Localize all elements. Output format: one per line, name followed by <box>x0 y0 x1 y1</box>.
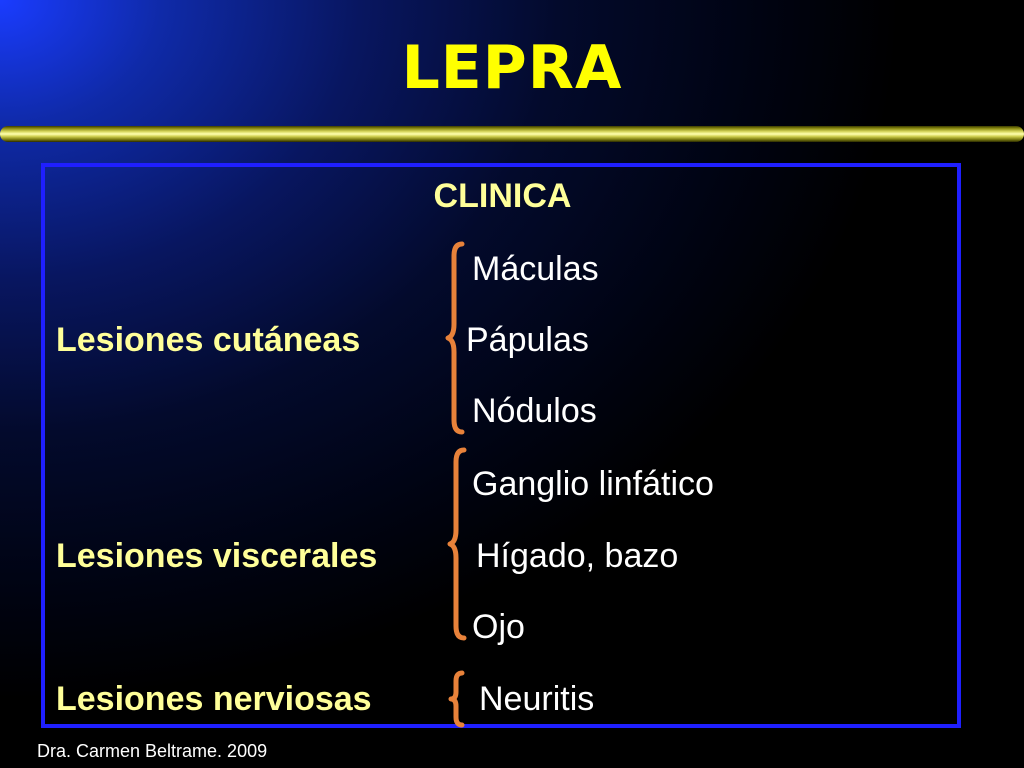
item-papulas: Pápulas <box>466 321 589 359</box>
item-higado-bazo: Hígado, bazo <box>476 537 679 575</box>
item-nodulos: Nódulos <box>472 392 597 430</box>
category-lesiones-viscerales: Lesiones viscerales <box>56 537 378 575</box>
footer-credit: Dra. Carmen Beltrame. 2009 <box>37 741 268 761</box>
brace-nervous <box>446 670 468 728</box>
item-ojo: Ojo <box>472 608 525 646</box>
brace-visceral <box>442 446 472 642</box>
item-neuritis: Neuritis <box>479 680 595 718</box>
slide-title: LEPRA <box>401 33 623 103</box>
section-heading: CLINICA <box>433 177 572 215</box>
category-lesiones-nerviosas: Lesiones nerviosas <box>56 680 372 718</box>
item-maculas: Máculas <box>472 250 599 288</box>
title-divider <box>0 126 1024 142</box>
item-ganglio-linfatico: Ganglio linfático <box>472 465 714 503</box>
category-lesiones-cutaneas: Lesiones cutáneas <box>56 321 361 359</box>
